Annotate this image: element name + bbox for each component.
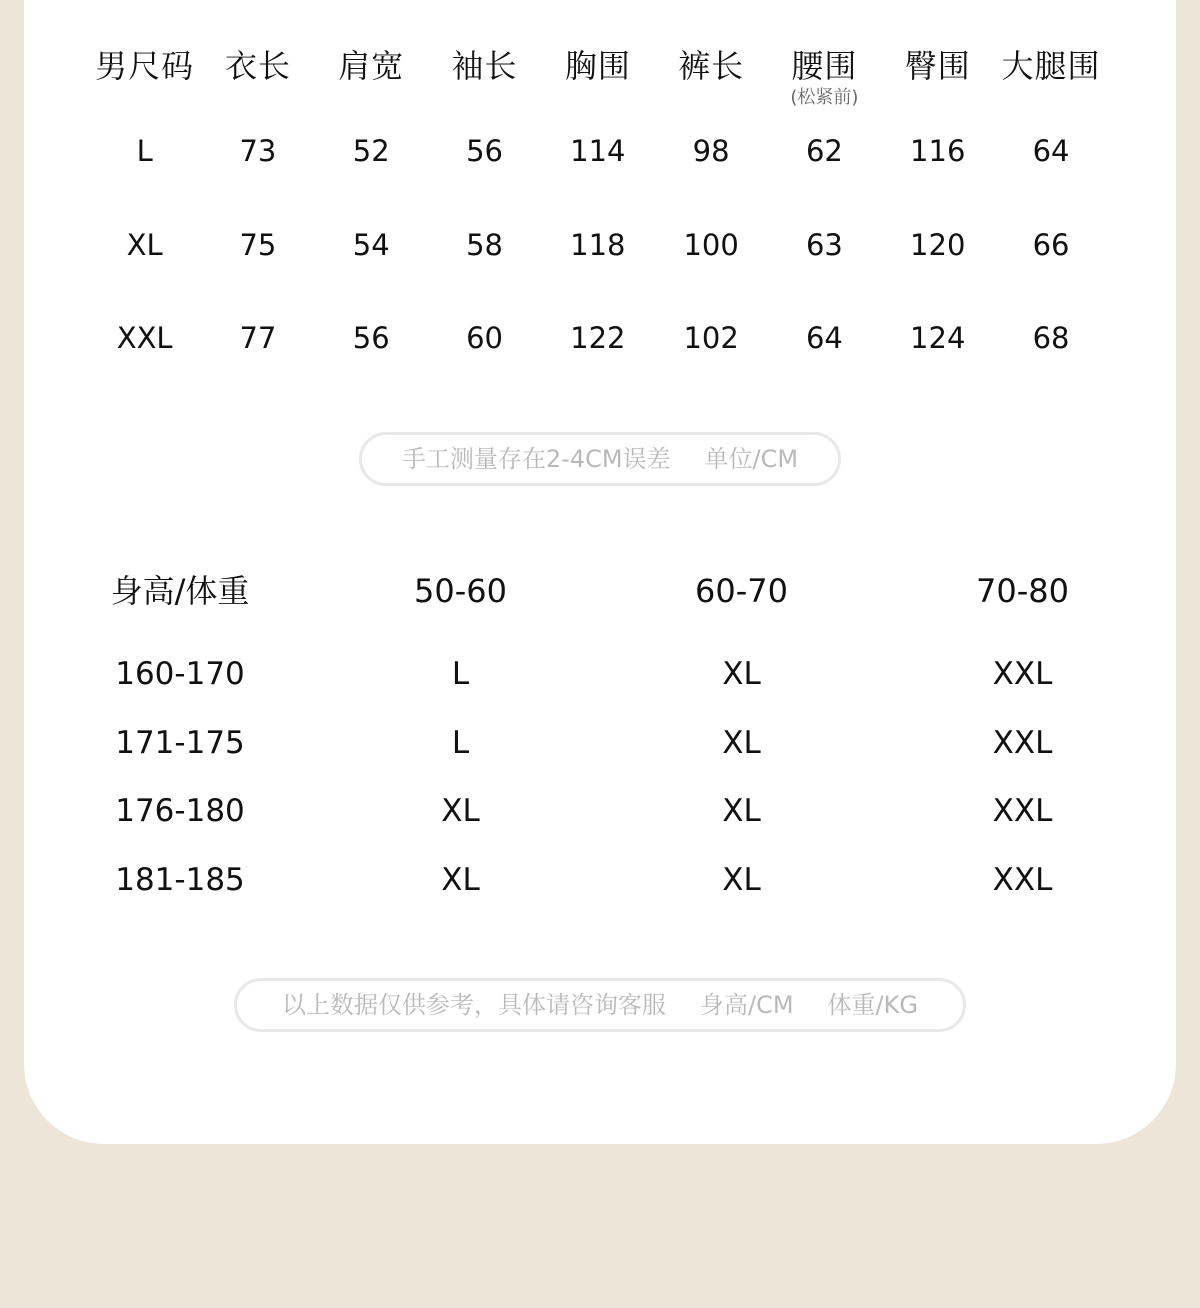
reference-note-pill — [234, 978, 966, 1032]
height-unit: 身高/CM — [700, 991, 794, 1019]
header-waist-cell — [768, 40, 881, 108]
weight-unit: 体重/KG — [827, 991, 918, 1019]
table-cell: 102 — [683, 321, 739, 355]
header-hip: 臀围 — [904, 47, 971, 85]
table-cell: 56 — [466, 134, 503, 168]
header-length: 衣长 — [224, 47, 291, 85]
size-recommend-table — [40, 566, 1160, 912]
header-weight-range: 70-80 — [976, 572, 1069, 610]
measurement-note-pill — [359, 432, 841, 486]
table-cell: 176-180 — [115, 793, 245, 829]
header-weight-range: 60-70 — [695, 572, 788, 610]
table-row — [40, 844, 1160, 913]
table-cell: 118 — [570, 227, 626, 262]
table-cell: 98 — [692, 134, 730, 168]
header-waist-note: (松紧前) — [790, 87, 859, 108]
table-cell: XXL — [992, 724, 1053, 761]
table-cell: XL — [722, 793, 761, 829]
table-cell: 58 — [466, 227, 503, 262]
table-row — [88, 218, 1108, 312]
table-cell: 75 — [239, 227, 277, 262]
table-cell: 54 — [352, 227, 390, 262]
table-cell: XXL — [992, 861, 1053, 898]
header-thigh: 大腿围 — [1001, 47, 1101, 85]
reference-note: 以上数据仅供参考，具体请咨询客服 — [282, 991, 666, 1019]
table-cell: XL — [126, 227, 163, 262]
table-cell: 64 — [1032, 134, 1070, 168]
header-waist: 腰围 — [791, 47, 858, 85]
header-chest: 胸围 — [564, 47, 631, 85]
header-sleeve: 袖长 — [451, 47, 518, 85]
table-cell: 181-185 — [115, 861, 245, 898]
table-cell: XXL — [992, 656, 1053, 692]
table-cell: 60 — [466, 321, 503, 355]
table-cell: 66 — [1032, 227, 1070, 262]
table-cell: 68 — [1032, 321, 1070, 355]
table-cell: 77 — [239, 321, 277, 355]
table-cell: XXL — [992, 793, 1053, 829]
table-cell: XL — [441, 793, 480, 829]
table-cell: 120 — [910, 227, 966, 262]
recommend-header-row — [40, 566, 1160, 638]
table-row — [40, 707, 1160, 776]
table-cell: 122 — [570, 321, 626, 355]
table-cell: 171-175 — [115, 724, 245, 761]
table-cell: 73 — [239, 134, 277, 168]
table-row — [88, 311, 1108, 405]
table-cell: 62 — [805, 134, 843, 168]
table-cell: XXL — [116, 321, 173, 355]
table-cell: 124 — [910, 321, 966, 355]
table-cell: L — [136, 134, 153, 168]
table-cell: 160-170 — [115, 656, 245, 692]
table-cell: L — [451, 656, 470, 692]
header-shoulder: 肩宽 — [338, 47, 405, 85]
size-chart-table — [88, 40, 1108, 405]
table-cell: L — [451, 724, 470, 761]
measurement-note: 手工测量存在2-4CM误差 — [401, 445, 671, 473]
table-cell: 63 — [805, 227, 843, 262]
header-size: 男尺码 — [95, 47, 195, 85]
header-weight-range: 50-60 — [414, 572, 507, 610]
table-row — [88, 124, 1108, 218]
table-cell: 116 — [910, 134, 966, 168]
table-cell: 100 — [683, 227, 739, 262]
table-cell: XL — [722, 861, 761, 898]
header-height-weight: 身高/体重 — [110, 572, 250, 610]
table-row — [40, 775, 1160, 844]
table-row — [40, 638, 1160, 707]
table-cell: 56 — [352, 321, 390, 355]
header-pants-length: 裤长 — [678, 47, 745, 85]
size-chart-header-row — [88, 40, 1108, 124]
table-cell: 64 — [805, 321, 843, 355]
table-cell: 114 — [570, 134, 626, 168]
measurement-unit: 单位/CM — [704, 445, 799, 473]
table-cell: XL — [441, 861, 480, 898]
table-cell: XL — [722, 656, 761, 692]
table-cell: 52 — [352, 134, 390, 168]
table-cell: XL — [722, 724, 761, 761]
